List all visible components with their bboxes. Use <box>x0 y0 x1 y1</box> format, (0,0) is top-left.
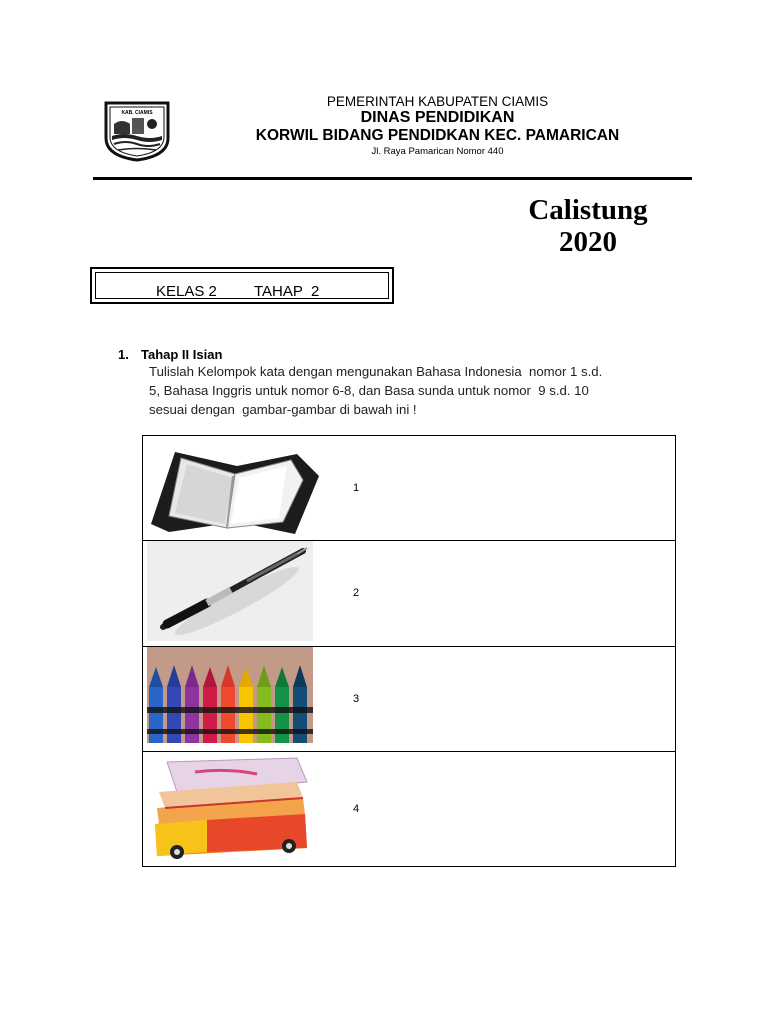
letterhead-agency: DINAS PENDIDIKAN <box>360 109 515 126</box>
question-number: 1. <box>118 347 129 362</box>
letterhead-divider <box>93 177 692 180</box>
row-number: 3 <box>353 693 360 705</box>
instruction-line: sesuai dengan gambar-gambar di bawah ini ! <box>149 402 417 417</box>
logo-text: KAB. CIAMIS <box>121 110 153 116</box>
question-heading: Tahap II Isian <box>141 347 223 362</box>
class-stage-box <box>90 267 394 304</box>
answer-table <box>142 435 676 867</box>
open-book-icon <box>147 436 321 540</box>
row-number: 2 <box>353 587 360 599</box>
pencil-case-icon <box>147 752 313 862</box>
letterhead-government: PEMERINTAH KABUPATEN CIAMIS <box>326 94 549 109</box>
instruction-line: 5, Bahasa Inggris untuk nomor 6-8, dan Basa sunda untuk nomor 9 s.d. 10 <box>149 383 589 398</box>
ciamis-regency-seal-icon <box>102 100 172 162</box>
class-stage-box-inner-border <box>95 272 389 299</box>
document-title: Calistung <box>528 194 648 226</box>
letterhead-office: KORWIL BIDANG PENDIDKAN KEC. PAMARICAN <box>255 127 620 144</box>
stage-label: TAHAP 2 <box>254 283 320 300</box>
pen-icon <box>147 541 313 641</box>
letterhead-address: Jl. Raya Pamarican Nomor 440 <box>371 146 504 157</box>
instruction-line: Tulislah Kelompok kata dengan mengunakan Bahasa Indonesia nomor 1 s.d. <box>149 364 603 379</box>
document-year: 2020 <box>559 226 617 258</box>
class-label: KELAS 2 <box>156 283 217 300</box>
row-number: 1 <box>353 482 360 494</box>
crayons-icon <box>147 647 313 743</box>
row-number: 4 <box>353 803 360 815</box>
